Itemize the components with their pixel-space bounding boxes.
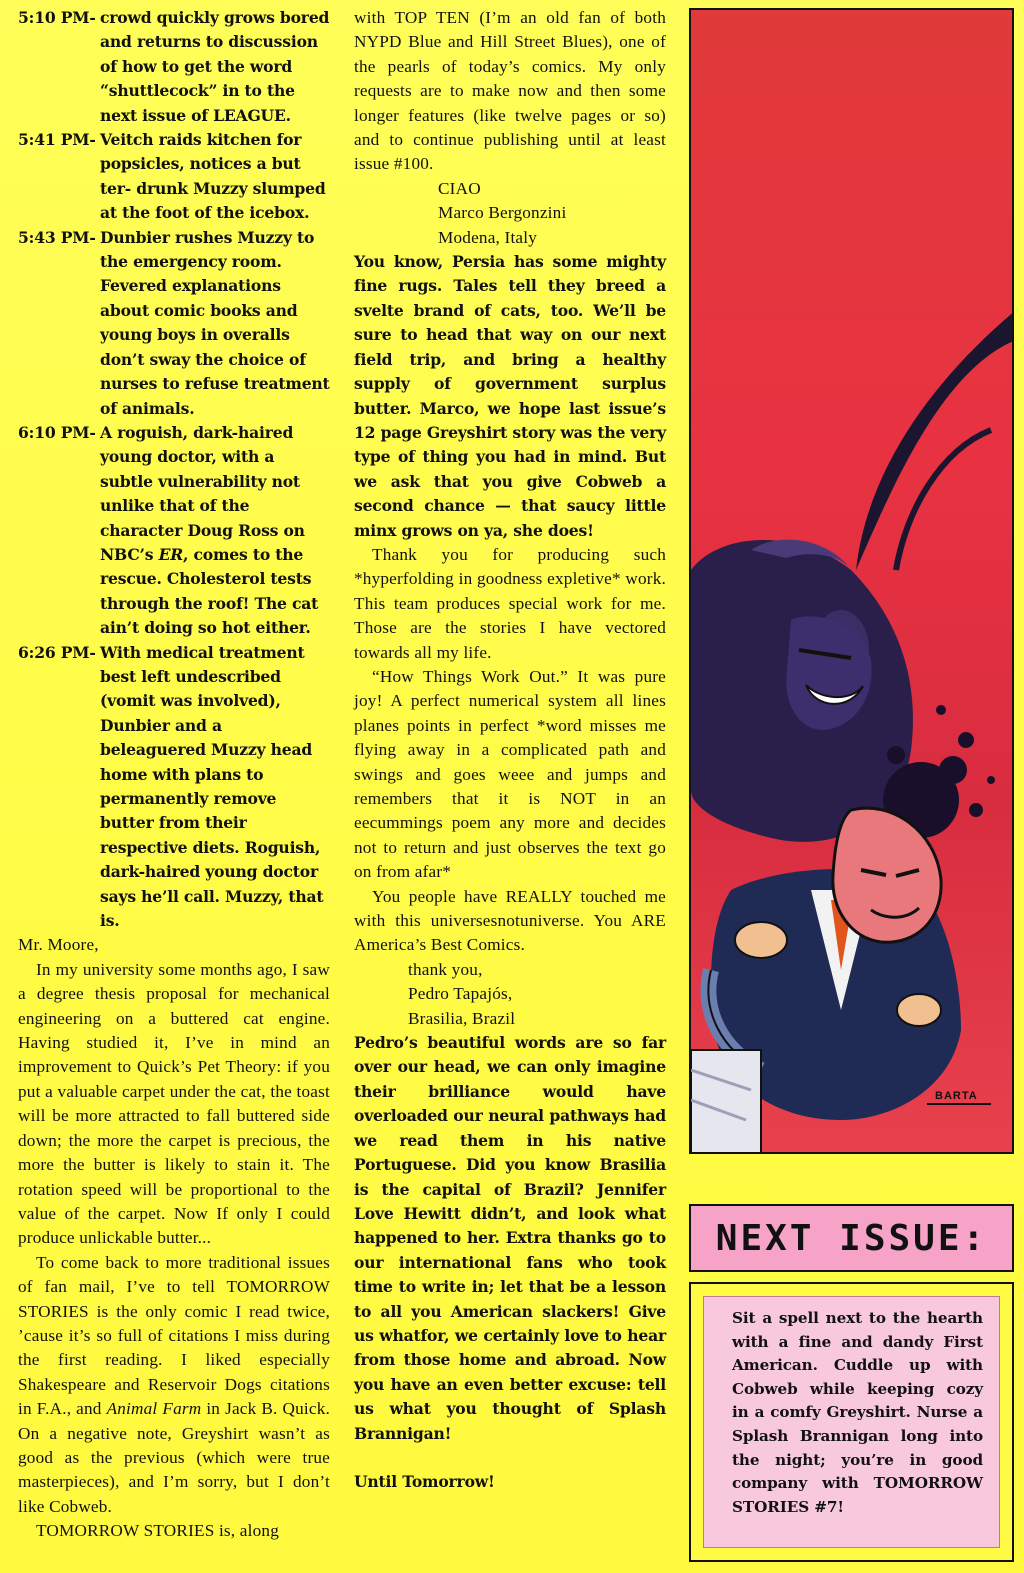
log-text-part: A roguish, dark-haired young doctor, with a subtle vulnerability not unlike that of the character Doug Ross on NBC’s [100, 422, 305, 564]
log-time: 5:41 PM- [18, 130, 96, 150]
letter-paragraph: In my university some months ago, I saw a degree thesis proposal for mechanical engineering on a buttered cat engine. Having studied it, I’ve in mind an improvement to Quick’s Pet Theory: if you put a valuable carpet under the cat, the toast will be more attracted to fall buttered side down; the more the carpet is precious, the more the butter is likely to stain it. The rotation speed will be proportional to the value of the carpet. Now If only I could produce unlickable butter... [18, 959, 330, 1248]
comic-art-panel [689, 8, 1014, 1154]
letter-location: Modena, Italy [438, 227, 538, 247]
letter-signoff: CIAO [438, 178, 481, 198]
log-time: 6:26 PM- [18, 642, 96, 662]
next-issue-title: NEXT ISSUE: [715, 1217, 988, 1259]
letter-paragraph: “How Things Work Out.” It was pure joy! A perfect numerical system all lines planes points in perfect *word misses me flying away in a complicated path and swings and goes weee and jumps and remembers that it is NOT in an eecummings poem any more and decides not to return and just observes the text go on from afar* [354, 666, 666, 882]
letter-paragraph: with TOP TEN (I’m an old fan of both NYPD Blue and Hill Street Blues), one of the pearls of today’s comics. My only requests are to make now and then some longer features (like twelve pages or so) and to continue publishing until at least issue #100. [354, 8, 666, 174]
comic-illustration [691, 10, 1014, 1154]
letter-salutation: Mr. Moore, [18, 935, 99, 955]
log-time: 5:43 PM- [18, 227, 96, 247]
letter-author: Pedro Tapajós, [408, 984, 513, 1004]
letter-paragraph: Thank you for producing such *hyperfolding in goodness expletive* work. This team produces special work for me. Those are the stories I have vectored towards all my life. [354, 544, 666, 662]
log-text-part: , comes to the rescue. Cholesterol tests through the roof! The cat ain’t doing so hot either. [100, 544, 319, 638]
next-issue-box [689, 1282, 1014, 1562]
book-title: Animal Farm [106, 1399, 202, 1419]
next-issue-text: Sit a spell next to the hearth with a fine and dandy First American. Cuddle up with Cobweb while keeping cozy in a comfy Greyshirt. Nurse a Splash Brannigan long into the night; you’re in good company with TOMORROW STORIES #7! [703, 1296, 1000, 1548]
letter-paragraph: You people have REALLY touched me with this universesnotuniverse. You ARE America’s Best Comics. [354, 886, 666, 955]
letter-location: Brasilia, Brazil [408, 1008, 516, 1028]
letter-paragraph [18, 1251, 330, 1519]
letter-paragraph: TOMORROW STORIES is, along [36, 1521, 279, 1541]
log-entry [18, 421, 330, 641]
editor-reply: You know, Persia has some mighty fine rugs. Tales tell they breed a svelte brand of cats, too. We’ll be sure to head that way on our next field trip, and bring a healthy supply of government surplus butter. Marco, we hope last issue’s 12 page Greyshirt story was the very type of thing you had in mind. But we ask that you give Cobweb a second chance — that saucy little minx grows on ya, she does! [354, 252, 666, 540]
letter-text-part: To come back to more traditional issues of fan mail, I’ve to tell TOMORROW STORIES is the only comic I read twice, ’cause it’s so full of citations I miss during the first reading. I liked especially Shakespeare and Reservoir Dogs citations in F.A., and [18, 1252, 330, 1419]
log-entry [18, 128, 330, 226]
letter-text-part: in Jack B. Quick. On a negative note, Greyshirt wasn’t as good as the previous (which were true masterpieces), and I’m sorry, but I don’t like Cobweb. [18, 1399, 330, 1516]
letters-column-2 [354, 6, 666, 1494]
log-entry [18, 6, 330, 128]
timeline-log [18, 6, 330, 933]
show-title: ER [158, 544, 184, 564]
next-issue-header [689, 1204, 1014, 1272]
log-text: crowd quickly grows bored and returns to discussion of how to get the word “shuttlecock” in to the next issue of LEAGUE. [100, 8, 330, 125]
closing-line: Until Tomorrow! [354, 1471, 495, 1491]
letter-author: Marco Bergonzini [438, 203, 567, 223]
log-text: Veitch raids kitchen for popsicles, notices a but ter- drunk Muzzy slumped at the foot of the icebox. [100, 130, 326, 223]
artist-signature: BARTA [935, 1090, 978, 1102]
log-text [100, 421, 330, 641]
letter-signoff: thank you, [408, 959, 483, 979]
log-time: 5:10 PM- [18, 8, 96, 27]
log-text: With medical treatment best left undescribed (vomit was involved), Dunbier and a beleaguered Muzzy head home with plans to permanently remove butter from their respective diets. Roguish, dark-haired young doctor says he’ll call. Muzzy, that is. [100, 642, 324, 931]
log-time: 6:10 PM- [18, 422, 96, 442]
log-entry [18, 641, 330, 934]
letters-column-1 [18, 6, 330, 1544]
editor-reply: Pedro’s beautiful words are so far over our head, we can only imagine their brilliance would have overloaded our neural pathways had we read them in his native Portuguese. Did you know Brasilia is the capital of Brazil? Jennifer Love Hewitt didn’t, and look what happened to her. Extra thanks go to our international fans who took time to write in; let that be a lesson to all you American slackers! Give us whatfor, we certainly love to hear from those home and abroad. Now you have an even better excuse: tell us what you thought of Splash Brannigan! [354, 1033, 666, 1443]
log-entry [18, 226, 330, 421]
log-text: Dunbier rushes Muzzy to the emergency room. Fevered explanations about comic books and young boys in overalls don’t sway the choice of nurses to refuse treatment of animals. [100, 227, 330, 418]
